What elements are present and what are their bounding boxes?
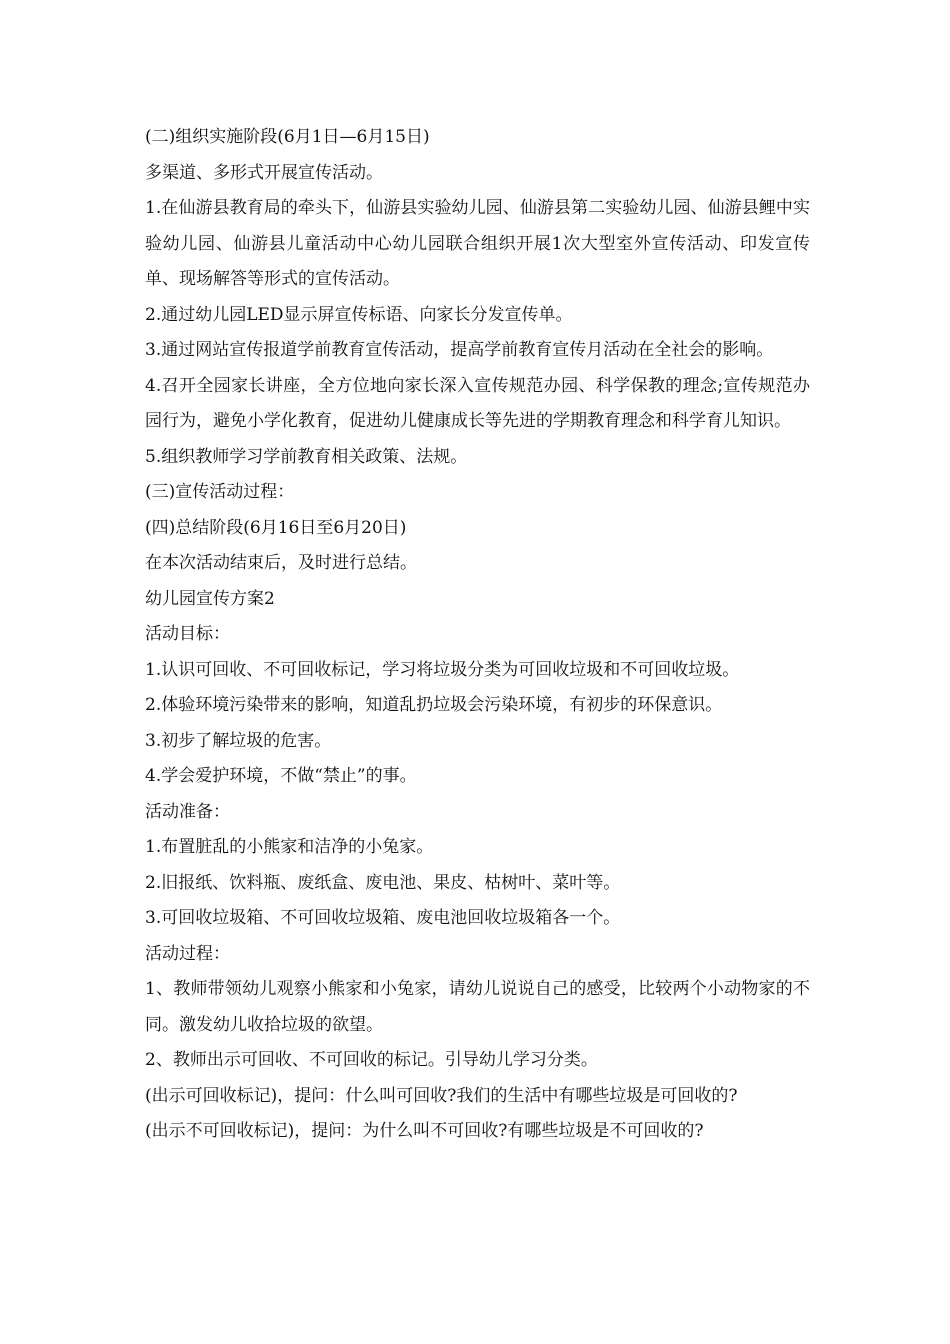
list-item: 3.初步了解垃圾的危害。 <box>145 730 332 751</box>
list-item: 1.在仙游县教育局的牵头下，仙游县实验幼儿园、仙游县第二实验幼儿园、仙游县鲤中实验幼儿园、仙游县儿童活动中心幼儿园联合组织开展1次大型室外宣传活动、印发宣传单、现场解答等形式的宣传活动。 <box>145 198 810 289</box>
section-heading-process: (三)宣传活动过程： <box>145 482 295 502</box>
section-heading-preparation: 活动准备： <box>145 801 230 822</box>
list-item: 2.旧报纸、饮料瓶、废纸盒、废电池、果皮、枯树叶、菜叶等。 <box>145 872 621 893</box>
list-item: 5.组织教师学习学前教育相关政策、法规。 <box>145 446 468 467</box>
section-heading-implementation: (二)组织实施阶段(6月1日—6月15日) <box>145 127 430 147</box>
section-heading-summary: (四)总结阶段(6月16日至6月20日) <box>145 517 407 538</box>
list-item: 4.召开全园家长讲座，全方位地向家长深入宣传规范办园、科学保教的理念;宣传规范办园行为，避免小学化教育，促进幼儿健康成长等先进的学期教育理念和科学育儿知识。 <box>145 375 810 431</box>
list-item: 2.体验环境污染带来的影响，知道乱扔垃圾会污染环境，有初步的环保意识。 <box>145 695 723 715</box>
list-item: 1.布置脏乱的小熊家和洁净的小兔家。 <box>145 837 434 857</box>
paragraph: 在本次活动结束后，及时进行总结。 <box>145 553 417 573</box>
list-item: 3.通过网站宣传报道学前教育宣传活动，提高学前教育宣传月活动在全社会的影响。 <box>145 340 774 360</box>
list-item: 2.通过幼儿园LED显示屏宣传标语、向家长分发宣传单。 <box>145 304 573 325</box>
list-item: 4.学会爱护环境，不做“禁止”的事。 <box>145 766 417 786</box>
section-heading-activity-process: 活动过程： <box>145 943 230 964</box>
list-item: 1.认识可回收、不可回收标记，学习将垃圾分类为可回收垃圾和不可回收垃圾。 <box>145 659 740 680</box>
list-item: 2、教师出示可回收、不可回收的标记。引导幼儿学习分类。 <box>145 1050 598 1070</box>
list-item: 1、教师带领幼儿观察小熊家和小兔家，请幼儿说说自己的感受，比较两个小动物家的不同。激发幼儿收拾垃圾的欲望。 <box>145 979 810 1035</box>
paragraph: (出示可回收标记)，提问：什么叫可回收?我们的生活中有哪些垃圾是可回收的? <box>145 1085 738 1106</box>
paragraph: (出示不可回收标记)，提问：为什么叫不可回收?有哪些垃圾是不可回收的? <box>145 1121 704 1141</box>
plan-title: 幼儿园宣传方案2 <box>145 588 275 609</box>
list-item: 3.可回收垃圾箱、不可回收垃圾箱、废电池回收垃圾箱各一个。 <box>145 908 621 928</box>
paragraph: 多渠道、多形式开展宣传活动。 <box>145 162 383 183</box>
document-page <box>145 120 810 1150</box>
section-heading-goals: 活动目标： <box>145 624 230 644</box>
